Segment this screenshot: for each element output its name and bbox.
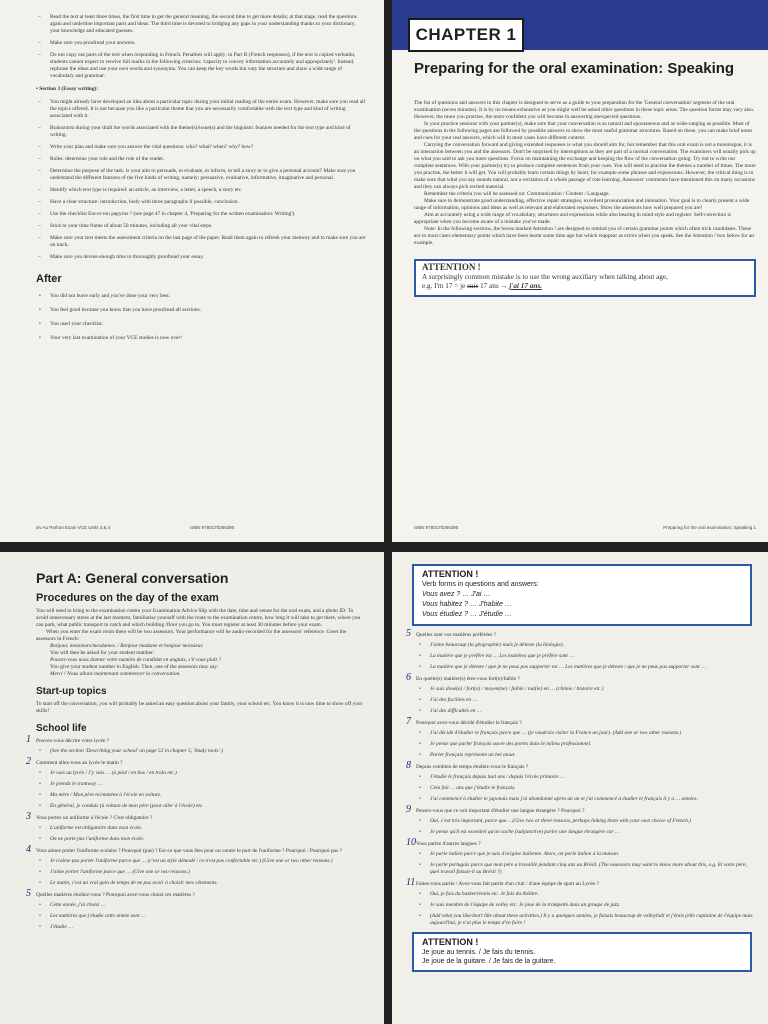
page-top-left xyxy=(0,0,384,542)
answer-item: • La matière que je déteste / que je ne peux pas supporter est … Les matières que je déteste / que je ne peux pas supporter sont … xyxy=(416,664,756,671)
section-heading: • Section 3 (Essay writing): xyxy=(36,86,99,92)
page-bottom-left xyxy=(0,552,384,1024)
answer-item: • Je suis doué(e) / fort(e) / moyen(ne) / faible / nul(le) en … (chimie / histoire etc.) xyxy=(416,686,756,693)
answer-item: • Je suis membre de l'équipe de volley etc. Je joue de la trompette dans un groupe de jazz. xyxy=(416,902,756,909)
list-item: – Determine the purpose of the task: is your aim to persuade, to evaluate, to inform, to tell a story or to give a personal account? Make sure you understand the different features of the five kinds of writing, namely: persuasive, evaluative, informative, imaginative and personal. xyxy=(36,168,366,182)
footer-left: xiv Au Parfum Exam VCE Units 3 & 4 xyxy=(36,525,111,530)
answer-item: • Je parle portugais parce que mon père a travaillé pendant cinq ans au Brésil. (The assessors may want to know more about this, e.g. Et votre père, quel travail faisait-il au Brésil ?) xyxy=(416,862,756,876)
paragraph: Make sure to demonstrate good understanding, effective repair strategies, excellent pronunciation and intonation. Your goal is to clearly present a wide range of information, opinions and ideas as well as relevant and elaborated responses. Show the assessors how well prepared you are! xyxy=(414,198,750,211)
essay-instructions-list xyxy=(36,99,366,261)
question-item xyxy=(26,756,366,810)
answer-list xyxy=(416,774,756,803)
answer-item: • La matière que je préfère est … Les matières que je préfère sont … xyxy=(416,653,756,660)
question-item xyxy=(26,734,366,755)
question-number: 6 xyxy=(406,672,411,683)
question-text: Faites-vous partie / Avez-vous fait partie d'un club / d'une équipe de sport au Lycée ? xyxy=(416,881,599,887)
question-text: Depuis combien de temps étudiez-vous le français ? xyxy=(416,764,529,770)
after-heading: After xyxy=(36,273,62,285)
answer-list xyxy=(36,825,366,843)
answer-item: • Je parle italien parce que je suis d'origine italienne. Alors, on parle italien à la maison. xyxy=(416,851,756,858)
answer-list xyxy=(416,730,756,759)
answer-item: • J'étudie le français depuis huit ans / depuis l'école primaire … xyxy=(416,774,756,781)
question-list xyxy=(404,628,756,927)
answer-item: • Je prends le tramway … xyxy=(36,781,366,788)
page-bottom-right xyxy=(392,552,768,1024)
list-item: – Roles: determine your role and the role of the reader. xyxy=(36,156,366,163)
paragraph: In your practice sessions with your partner(s), make sure that your conversation is as natural and spontaneous and as wide-ranging as possible. Most of the questions in the following pages are followed by possible answers to show the most useful grammar structures. Based on these, you can make brief notes and cues for your real answers, which will in most cases have different content. xyxy=(414,121,753,141)
question-text: Vous aimez porter l'uniforme scolaire ? Pourquoi (pas) ? Est-ce que vous êtes pour ou contre le port de l'uniforme ? Pourquoi / Pourquoi pas ? xyxy=(36,848,342,854)
attention-title: ATTENTION ! xyxy=(422,937,479,947)
answer-list xyxy=(36,748,366,755)
answer-item: • (Add what you like/don't like about these activities.) Il y a quelques années, je faisais beaucoup de volleyball et j'étais (elle capitaine de l'équipe mais aujourd'hui, je n'ai plus le temps d'en faire ! xyxy=(416,913,756,927)
answer-list xyxy=(36,770,366,810)
question-item xyxy=(406,877,756,927)
attention-line: Je joue au tennis. / Je fais du tennis. xyxy=(422,949,536,956)
after-list xyxy=(36,293,366,342)
list-item: • You used your checklist. xyxy=(36,321,366,328)
question-item xyxy=(406,837,756,876)
question-item xyxy=(26,811,366,843)
attention-title: ATTENTION ! xyxy=(422,262,481,272)
question-number: 3 xyxy=(26,811,31,822)
paragraph: Note: In the following sections, the boxes marked Attention ! are designed to remind you of certain grammar points which often trick candidates. These are in most cases elementary points which have been learnt some time ago but which reappear as errors when you speak. See the Attention ! box below for an example. xyxy=(414,226,754,246)
answer-item: • J'aime beaucoup (la géographie) mais je déteste (la biologie). xyxy=(416,642,756,649)
question-number: 4 xyxy=(26,844,31,855)
footer-isbn: ISBN 9780170266390 xyxy=(414,525,459,530)
list-item: – Use the checklist Est-ce ton papyrus ? (see page 47 in chapter 4, 'Preparing for the written examination: Writing'). xyxy=(36,211,366,218)
answer-item: • Je pense qu'il est essentiel qu'on sache (subjunctive) parler une langue étrangère car … xyxy=(416,829,756,836)
paragraph: Aim at accurately using a wide range of vocabulary, structures and expressions while also bearing in mind style and register. Self-correction is appropriate when you become aware of a mistake you've made. xyxy=(414,212,731,225)
attention-example: e.g. I'm 17 = je suis 17 ans → j'ai 17 ans. xyxy=(422,282,542,290)
answer-item: • J'aime porter l'uniforme parce que … (Give one or two reasons.) xyxy=(36,869,366,876)
startup-text: To start off the conversation, you will probably be asked an easy question about your family, your school etc. You know it is now time to show off your skills! xyxy=(36,701,363,714)
attention-sub: Verb forms in questions and answers: xyxy=(422,581,539,588)
question-text: Vous parlez d'autres langues ? xyxy=(416,841,481,847)
answer-item: • Ma mère / Mon père m'emmène à l'école en voiture. xyxy=(36,792,366,799)
list-item: – Do not copy out parts of the text when responding in French. Penalties will apply: in Part B (French responses), if the text is copied verbatim, students cannot expect to receive full marks in the following criterion: 'capacity to convey information accurately and appropriately'. Instead, rephrase the ideas and use your own words and synonyms. You can keep the key words but vary the structure and show a wide range of vocabulary and grammar. xyxy=(36,52,366,80)
answer-item: • J'ai des facilités en … xyxy=(416,697,756,704)
answer-item: • Je vais au lycée / J'y vais … (à pied / en bus / en train etc.) xyxy=(36,770,366,777)
answer-item: • J'ai décidé d'étudier le français parce que … (je voudrais visiter la France un jour). (Add one or two other reasons.) xyxy=(416,730,756,737)
answer-item: • Je n'aime pas porter l'uniforme parce que … (c'est un style démodé / ce n'est pas confortable etc.) (Give one or two other reasons.) xyxy=(36,858,366,865)
question-item xyxy=(406,716,756,759)
answer-item: • J'ai des difficultés en … xyxy=(416,708,756,715)
attention-line: Vous habitez ? … J'habite … xyxy=(422,601,512,608)
list-item: – Identify which text type is required: an article, an interview, a letter, a speech, a story etc. xyxy=(36,187,366,194)
question-number: 7 xyxy=(406,716,411,727)
answer-list xyxy=(416,686,756,715)
attention-box xyxy=(412,564,752,626)
list-item: – Have a clear structure: introduction, body with three paragraphs if possible, conclusion. xyxy=(36,199,366,206)
list-item: • You did not leave early and you've done your very best. xyxy=(36,293,366,300)
answer-item: • J'ai commencé à étudier le japonais mais j'ai abandonné après un an et j'ai commencé à étudier le français il y a … années. xyxy=(416,796,756,803)
school-heading: School life xyxy=(36,723,87,734)
answer-item: • Je pense que parler français ouvre des portes dans le milieu professionnel. xyxy=(416,741,756,748)
question-text: Quelles sont vos matières préférées ? xyxy=(416,632,497,638)
question-number: 10 xyxy=(406,837,416,848)
answer-item: • Cette année, j'ai choisi … xyxy=(36,902,366,909)
answer-list xyxy=(416,642,756,671)
question-text: Comment allez-vous au lycée le matin ? xyxy=(36,760,123,766)
chapter-intro xyxy=(414,100,756,297)
list-item: – Make sure you devote enough time to thoroughly proofread your essay. xyxy=(36,254,366,261)
question-number: 11 xyxy=(406,877,416,888)
footer-isbn: ISBN 9780170266390 xyxy=(190,525,235,530)
question-item xyxy=(26,844,366,887)
list-item: – Make sure you proofread your answers. xyxy=(36,40,366,47)
question-text: Vous portez un uniforme à l'école ? C'est obligatoire ? xyxy=(36,815,153,821)
chapter-label: CHAPTER 1 xyxy=(408,18,524,52)
question-number: 9 xyxy=(406,804,411,815)
list-item: – Read the text at least three times, the first time to get the general meaning, the second time to get more details; at that stage, read the questions again and underline important parts and ideas. The third time is devoted to bridging any gaps in your understanding thanks to your dictionary, your knowledge and educated guesses. xyxy=(36,14,366,35)
question-item xyxy=(26,888,366,931)
answer-item: • J'étudie … xyxy=(36,924,366,931)
answer-item: • Oui, je fais du basket/tennis etc. Je fais du théâtre. xyxy=(416,891,756,898)
answer-list xyxy=(36,902,366,931)
question-text: Pouvez-vous décrire votre lycée ? xyxy=(36,738,110,744)
attention-line: Vous étudiez ? … J'étudie … xyxy=(422,611,512,618)
answer-list xyxy=(36,858,366,887)
answer-item: • (See the section 'Describing your school' on page 53 in chapter 5, 'Study tools'.) xyxy=(36,748,366,755)
attention-title: ATTENTION ! xyxy=(422,569,479,579)
startup-heading: Start-up topics xyxy=(36,686,107,697)
question-item xyxy=(406,760,756,803)
question-number: 2 xyxy=(26,756,31,767)
question-number: 5 xyxy=(26,888,31,899)
list-item: • Your very last examination of your VCE studies is now over! xyxy=(36,335,366,342)
question-number: 8 xyxy=(406,760,411,771)
attention-line: Vous avez ? … J'ai … xyxy=(422,591,491,598)
question-item xyxy=(406,672,756,715)
list-item: – Brainstorm during your draft the words associated with the theme(s)/issue(s) and the linguistic features needed for the text type and kind of writing. xyxy=(36,125,366,139)
question-number: 5 xyxy=(406,628,411,639)
question-item xyxy=(406,804,756,836)
answer-item: • En général, je conduis (à voiture de mon père (pour aller à l'école) etc. xyxy=(36,803,366,810)
answer-list xyxy=(416,818,756,836)
instructions-list xyxy=(36,14,366,80)
answer-item: • Cela fait … ans que j'étudie le français. xyxy=(416,785,756,792)
list-item: – Stick to your time frame of about 50 minutes, including all your vital steps. xyxy=(36,223,366,230)
list-item: – Write your plan and make sure you answer the vital questions: who? what? when? why? how? xyxy=(36,144,366,151)
page-top-right xyxy=(392,0,768,542)
question-text: En quelle(s) matière(s) êtes-vous fort(e)/faible ? xyxy=(416,676,520,682)
answer-item: • On ne porte pas l'uniforme dans mon école. xyxy=(36,836,366,843)
question-number: 1 xyxy=(26,734,31,745)
answer-item: • Oui, c'est très important, parce que… (Give two or three reasons, perhaps linking them with your own choice of French.) xyxy=(416,818,756,825)
list-item: – Make sure your text meets the assessment criteria on the last page of the paper. Read them again to refresh your memory and to make sure you are on track. xyxy=(36,235,366,249)
paragraph: Remember the criteria you will be assessed on: Communication / Content / Language. xyxy=(424,191,610,197)
attention-text: A surprisingly common mistake is to use the wrong auxiliary when talking about age, xyxy=(422,273,668,281)
list-item: • You feel good because you know that you have proofread all sections. xyxy=(36,307,366,314)
attention-line: Je joue de la guitare. / Je fais de la guitare. xyxy=(422,958,556,965)
chapter-title: Preparing for the oral examination: Speaking xyxy=(414,60,735,77)
answer-item: • Le matin, c'est un vrai gain de temps de ne pas avoir à choisir mes vêtements. xyxy=(36,880,366,887)
answer-list xyxy=(416,851,756,876)
paragraph: Carrying the conversation forward and giving extended responses is what you should aim for, but remember that this oral exam is not a monologue, it is an interaction between you and the assessors. Don't be surprised by interruptions as they are part of a normal conversation. The examiners will usually pick up on what you said to ask you more questions. Focus on maintaining the exchange and keeping the flow of the conversation going. Try not to write out complete sentences. With your partner(s) try to produce complete sentences from your cues. You will need to practise the themes a number of times. The more you practise, the better it will get. You will probably learn certain things by heart, for example some phrases and expressions. However, the critical thing is to make sure that what you say sounds natural, not a recitation of a whole passage of rote learning. Assessors' comments have mentioned this on many occasions and they can always pick recited material. xyxy=(414,142,756,190)
attention-box xyxy=(412,932,752,972)
paragraph: The list of questions and answers in this chapter is designed to serve as a guide to your preparation for the 'General conversation' segment of the oral examination (seven minutes). It is by no means exhaustive as you might well be asked other questions in these topic areas. The question forms may vary also. However, the more you practise, the more confident you will become in answering unexpected questions. xyxy=(414,100,755,120)
attention-box xyxy=(414,259,756,297)
list-item: – You might already have developed an idea about a particular topic during your initial reading of the entire exam. However, make sure you read all the topics offered. It is not because you like a particular theme that you are necessarily comfortable with the text type and kind of writing associated with it. xyxy=(36,99,366,120)
answer-list xyxy=(416,891,756,927)
procedures-heading: Procedures on the day of the exam xyxy=(36,592,219,604)
question-list xyxy=(24,734,366,931)
question-text: Quelles matières étudiez-vous ? Pourquoi avez-vous choisi ces matières ? xyxy=(36,892,195,898)
procedures-text: You will need to bring to the examination centre your Examination Advice Slip with the date, time and venue for the oral exam, and a photo ID. To avoid unnecessary stress at the last moment, familiarise yourself with the route to the examination centre, how long it will take to get there, where you can park, what public transport to catch and which building /floor you go to. You must register at least 30 minutes before your exam. When you enter the exam room there will be two assessors. Your performance will be audio-recorded for the assessors' reference. Greet the assessors in French: Bonjour, messieurs/mesdames. / Bonjour madame et bonjour monsieur. You will then be asked for your student number: Pouvez-vous nous donner votre numéro de candidat en anglais, s'il vous plaît ? You give your student number in English. Then, one of the assessors may say: Merci ! Nous allons maintenant commencer la conversation. xyxy=(36,608,361,677)
question-text: Pensez-vous que ce soit important d'étudier une langue étrangère ? Pourquoi ? xyxy=(416,808,585,814)
answer-item: • Les matières que j'étudie cette année sont … xyxy=(36,913,366,920)
part-title: Part A: General conversation xyxy=(36,570,229,586)
footer-right: Preparing for the oral examination: Speaking 1 xyxy=(663,525,756,530)
question-text: Pourquoi avez-vous décidé d'étudier le français ? xyxy=(416,720,522,726)
question-item xyxy=(406,628,756,671)
answer-item: • Parler français représente un bel atout. xyxy=(416,752,756,759)
answer-item: • L'uniforme est obligatoire dans mon école. xyxy=(36,825,366,832)
